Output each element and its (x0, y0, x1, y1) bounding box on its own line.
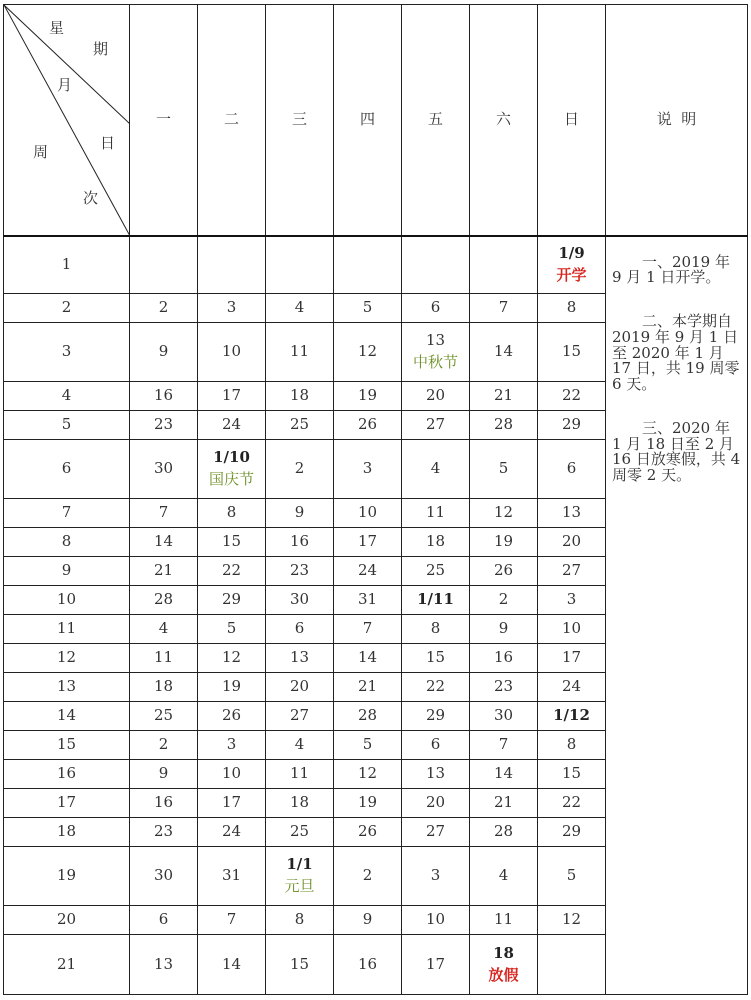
day-cell (198, 236, 266, 294)
day-cell: 9 (130, 760, 198, 789)
note-header: 说 明 (606, 5, 748, 236)
day-cell: 2 (130, 731, 198, 760)
day-cell: 21 (130, 557, 198, 586)
day-cell: 31 (334, 586, 402, 615)
day-cell: 22 (402, 673, 470, 702)
day-cell: 27 (402, 411, 470, 440)
day-cell: 13 (130, 935, 198, 995)
day-cell: 7 (130, 499, 198, 528)
day-cell: 12 (198, 644, 266, 673)
day-cell: 18 (402, 528, 470, 557)
day-cell: 4 (266, 731, 334, 760)
day-header-mon: 一 (130, 5, 198, 236)
day-cell: 7 (198, 906, 266, 935)
day-cell: 4 (470, 847, 538, 906)
school-calendar-table (3, 4, 748, 995)
note-2: 二、本学期自 2019 年 9 月 1 日至 2020 年 1 月 17 日，共 19 周零 6 天。 (612, 312, 740, 393)
day-cell: 17 (198, 789, 266, 818)
day-cell: 28 (470, 411, 538, 440)
day-cell: 7 (470, 731, 538, 760)
day-cell: 25 (266, 818, 334, 847)
week-number: 18 (4, 818, 130, 847)
day-cell: 23 (266, 557, 334, 586)
day-cell: 13 (402, 760, 470, 789)
day-cell: 5 (538, 847, 606, 906)
day-header-tue: 二 (198, 5, 266, 236)
day-cell: 14 (470, 323, 538, 382)
week-number: 9 (4, 557, 130, 586)
day-cell: 17 (334, 528, 402, 557)
day-cell: 28 (130, 586, 198, 615)
week-number: 8 (4, 528, 130, 557)
day-cell: 18 (266, 382, 334, 411)
day-cell (334, 236, 402, 294)
corner-label-ri: 日 (100, 134, 116, 152)
header-row (4, 5, 748, 236)
day-cell: 4 (266, 294, 334, 323)
event-label-zhongqiu: 中秋节 (412, 353, 458, 371)
week-number: 13 (4, 673, 130, 702)
week-number: 5 (4, 411, 130, 440)
day-number: 18 (493, 943, 514, 962)
day-cell: 30 (470, 702, 538, 731)
day-cell: 1/11 (402, 586, 470, 615)
day-number: 1/9 (558, 244, 585, 262)
day-cell: 7 (334, 615, 402, 644)
day-cell: 8 (538, 731, 606, 760)
day-cell: 19 (198, 673, 266, 702)
day-cell: 31 (198, 847, 266, 906)
day-header-sat: 六 (470, 5, 538, 236)
day-cell: 5 (334, 731, 402, 760)
day-cell: 23 (130, 818, 198, 847)
event-label-guoqing: 国庆节 (208, 470, 254, 488)
day-cell: 22 (538, 789, 606, 818)
day-cell: 3 (198, 731, 266, 760)
day-cell: 25 (266, 411, 334, 440)
week-number: 1 (4, 236, 130, 294)
day-number: 1/10 (213, 448, 250, 467)
week-row (4, 236, 748, 294)
day-cell: 9 (470, 615, 538, 644)
day-cell: 2 (470, 586, 538, 615)
day-cell: 24 (198, 411, 266, 440)
week-number: 15 (4, 731, 130, 760)
event-label-yuandan: 元旦 (284, 877, 315, 895)
day-cell: 18 (130, 673, 198, 702)
week-number: 16 (4, 760, 130, 789)
corner-label-qi: 期 (93, 40, 109, 58)
day-cell (130, 236, 198, 294)
day-cell: 26 (198, 702, 266, 731)
day-cell (402, 323, 470, 382)
day-cell: 29 (538, 411, 606, 440)
day-cell: 6 (538, 440, 606, 499)
day-cell: 26 (334, 411, 402, 440)
day-cell: 13 (538, 499, 606, 528)
day-cell: 19 (334, 382, 402, 411)
day-cell: 21 (470, 382, 538, 411)
day-cell: 13 (266, 644, 334, 673)
day-cell: 14 (470, 760, 538, 789)
day-cell: 25 (130, 702, 198, 731)
day-cell: 17 (402, 935, 470, 995)
event-label-kaixue: 开学 (556, 265, 587, 284)
day-cell: 4 (130, 615, 198, 644)
day-cell: 2 (130, 294, 198, 323)
day-cell: 8 (402, 615, 470, 644)
day-cell: 20 (266, 673, 334, 702)
day-cell (266, 847, 334, 906)
day-cell: 30 (130, 847, 198, 906)
corner-label-yue: 月 (57, 76, 73, 94)
week-number: 7 (4, 499, 130, 528)
day-cell: 8 (266, 906, 334, 935)
day-cell: 10 (402, 906, 470, 935)
day-cell: 15 (538, 323, 606, 382)
day-cell: 12 (538, 906, 606, 935)
day-cell: 12 (334, 323, 402, 382)
day-cell (538, 935, 606, 995)
day-cell: 19 (334, 789, 402, 818)
day-cell: 10 (198, 760, 266, 789)
day-cell: 16 (130, 789, 198, 818)
day-cell: 16 (470, 644, 538, 673)
day-cell: 17 (538, 644, 606, 673)
day-header-wed: 三 (266, 5, 334, 236)
day-cell: 23 (470, 673, 538, 702)
day-cell: 6 (402, 731, 470, 760)
day-cell: 28 (470, 818, 538, 847)
day-cell: 20 (402, 789, 470, 818)
day-cell: 3 (198, 294, 266, 323)
week-number: 10 (4, 586, 130, 615)
day-cell (402, 236, 470, 294)
corner-header-cell (4, 5, 130, 236)
day-cell: 5 (198, 615, 266, 644)
day-cell: 3 (402, 847, 470, 906)
day-cell: 15 (402, 644, 470, 673)
day-cell: 22 (538, 382, 606, 411)
corner-label-zhou: 周 (33, 143, 49, 161)
notes-cell (606, 236, 748, 995)
corner-label-ci: 次 (83, 189, 99, 207)
day-cell: 29 (402, 702, 470, 731)
day-cell (470, 935, 538, 995)
day-cell: 14 (130, 528, 198, 557)
day-cell: 27 (266, 702, 334, 731)
day-cell: 8 (538, 294, 606, 323)
week-number: 19 (4, 847, 130, 906)
corner-diagonal-lines (4, 5, 130, 236)
day-cell: 25 (402, 557, 470, 586)
day-cell: 9 (130, 323, 198, 382)
week-number: 11 (4, 615, 130, 644)
day-cell: 14 (334, 644, 402, 673)
day-cell: 8 (198, 499, 266, 528)
day-cell: 12 (334, 760, 402, 789)
day-cell: 11 (130, 644, 198, 673)
day-cell: 9 (334, 906, 402, 935)
day-header-thu: 四 (334, 5, 402, 236)
day-cell: 19 (470, 528, 538, 557)
day-cell: 6 (266, 615, 334, 644)
day-cell: 16 (266, 528, 334, 557)
day-cell: 4 (402, 440, 470, 499)
day-cell: 15 (198, 528, 266, 557)
day-cell: 30 (130, 440, 198, 499)
day-cell: 20 (402, 382, 470, 411)
day-cell: 26 (470, 557, 538, 586)
day-cell: 16 (130, 382, 198, 411)
day-cell: 10 (538, 615, 606, 644)
day-cell: 21 (334, 673, 402, 702)
day-cell: 27 (402, 818, 470, 847)
day-cell: 27 (538, 557, 606, 586)
day-cell: 2 (266, 440, 334, 499)
day-cell: 2 (334, 847, 402, 906)
note-3: 三、2020 年 1 月 18 日至 2 月 16 日放寒假，共 4 周零 2 天。 (612, 418, 741, 484)
day-cell: 5 (334, 294, 402, 323)
day-cell: 3 (334, 440, 402, 499)
day-cell: 12 (470, 499, 538, 528)
day-cell: 21 (470, 789, 538, 818)
event-label-fangjia: 放假 (488, 965, 519, 984)
day-cell: 28 (334, 702, 402, 731)
day-cell: 14 (198, 935, 266, 995)
day-cell (470, 236, 538, 294)
day-cell: 7 (470, 294, 538, 323)
day-cell (198, 440, 266, 499)
day-cell: 10 (198, 323, 266, 382)
day-cell: 17 (198, 382, 266, 411)
week-number: 2 (4, 294, 130, 323)
day-cell: 29 (538, 818, 606, 847)
day-cell: 16 (334, 935, 402, 995)
day-header-fri: 五 (402, 5, 470, 236)
day-cell: 26 (334, 818, 402, 847)
day-cell: 11 (470, 906, 538, 935)
week-number: 12 (4, 644, 130, 673)
note-1: 一、2019 年 9 月 1 日开学。 (612, 252, 730, 287)
day-cell: 6 (130, 906, 198, 935)
week-number: 21 (4, 935, 130, 995)
day-cell: 3 (538, 586, 606, 615)
day-cell: 23 (130, 411, 198, 440)
day-cell: 15 (266, 935, 334, 995)
day-cell: 18 (266, 789, 334, 818)
week-number: 6 (4, 440, 130, 499)
day-number: 1/1 (286, 855, 313, 874)
day-cell: 5 (470, 440, 538, 499)
week-number: 14 (4, 702, 130, 731)
week-number: 4 (4, 382, 130, 411)
day-cell: 11 (266, 760, 334, 789)
day-cell: 24 (198, 818, 266, 847)
day-cell: 9 (266, 499, 334, 528)
day-cell: 11 (402, 499, 470, 528)
day-cell: 24 (334, 557, 402, 586)
day-header-sun: 日 (538, 5, 606, 236)
day-cell: 1/12 (538, 702, 606, 731)
day-number: 13 (425, 331, 446, 350)
week-number: 20 (4, 906, 130, 935)
day-cell: 20 (538, 528, 606, 557)
day-cell: 22 (198, 557, 266, 586)
day-cell (266, 236, 334, 294)
day-cell: 10 (334, 499, 402, 528)
day-cell: 15 (538, 760, 606, 789)
day-cell: 6 (402, 294, 470, 323)
corner-label-xing: 星 (49, 19, 65, 37)
week-number: 3 (4, 323, 130, 382)
day-cell: 11 (266, 323, 334, 382)
day-cell: 29 (198, 586, 266, 615)
day-cell: 24 (538, 673, 606, 702)
day-cell (538, 236, 606, 294)
day-cell: 30 (266, 586, 334, 615)
week-number: 17 (4, 789, 130, 818)
